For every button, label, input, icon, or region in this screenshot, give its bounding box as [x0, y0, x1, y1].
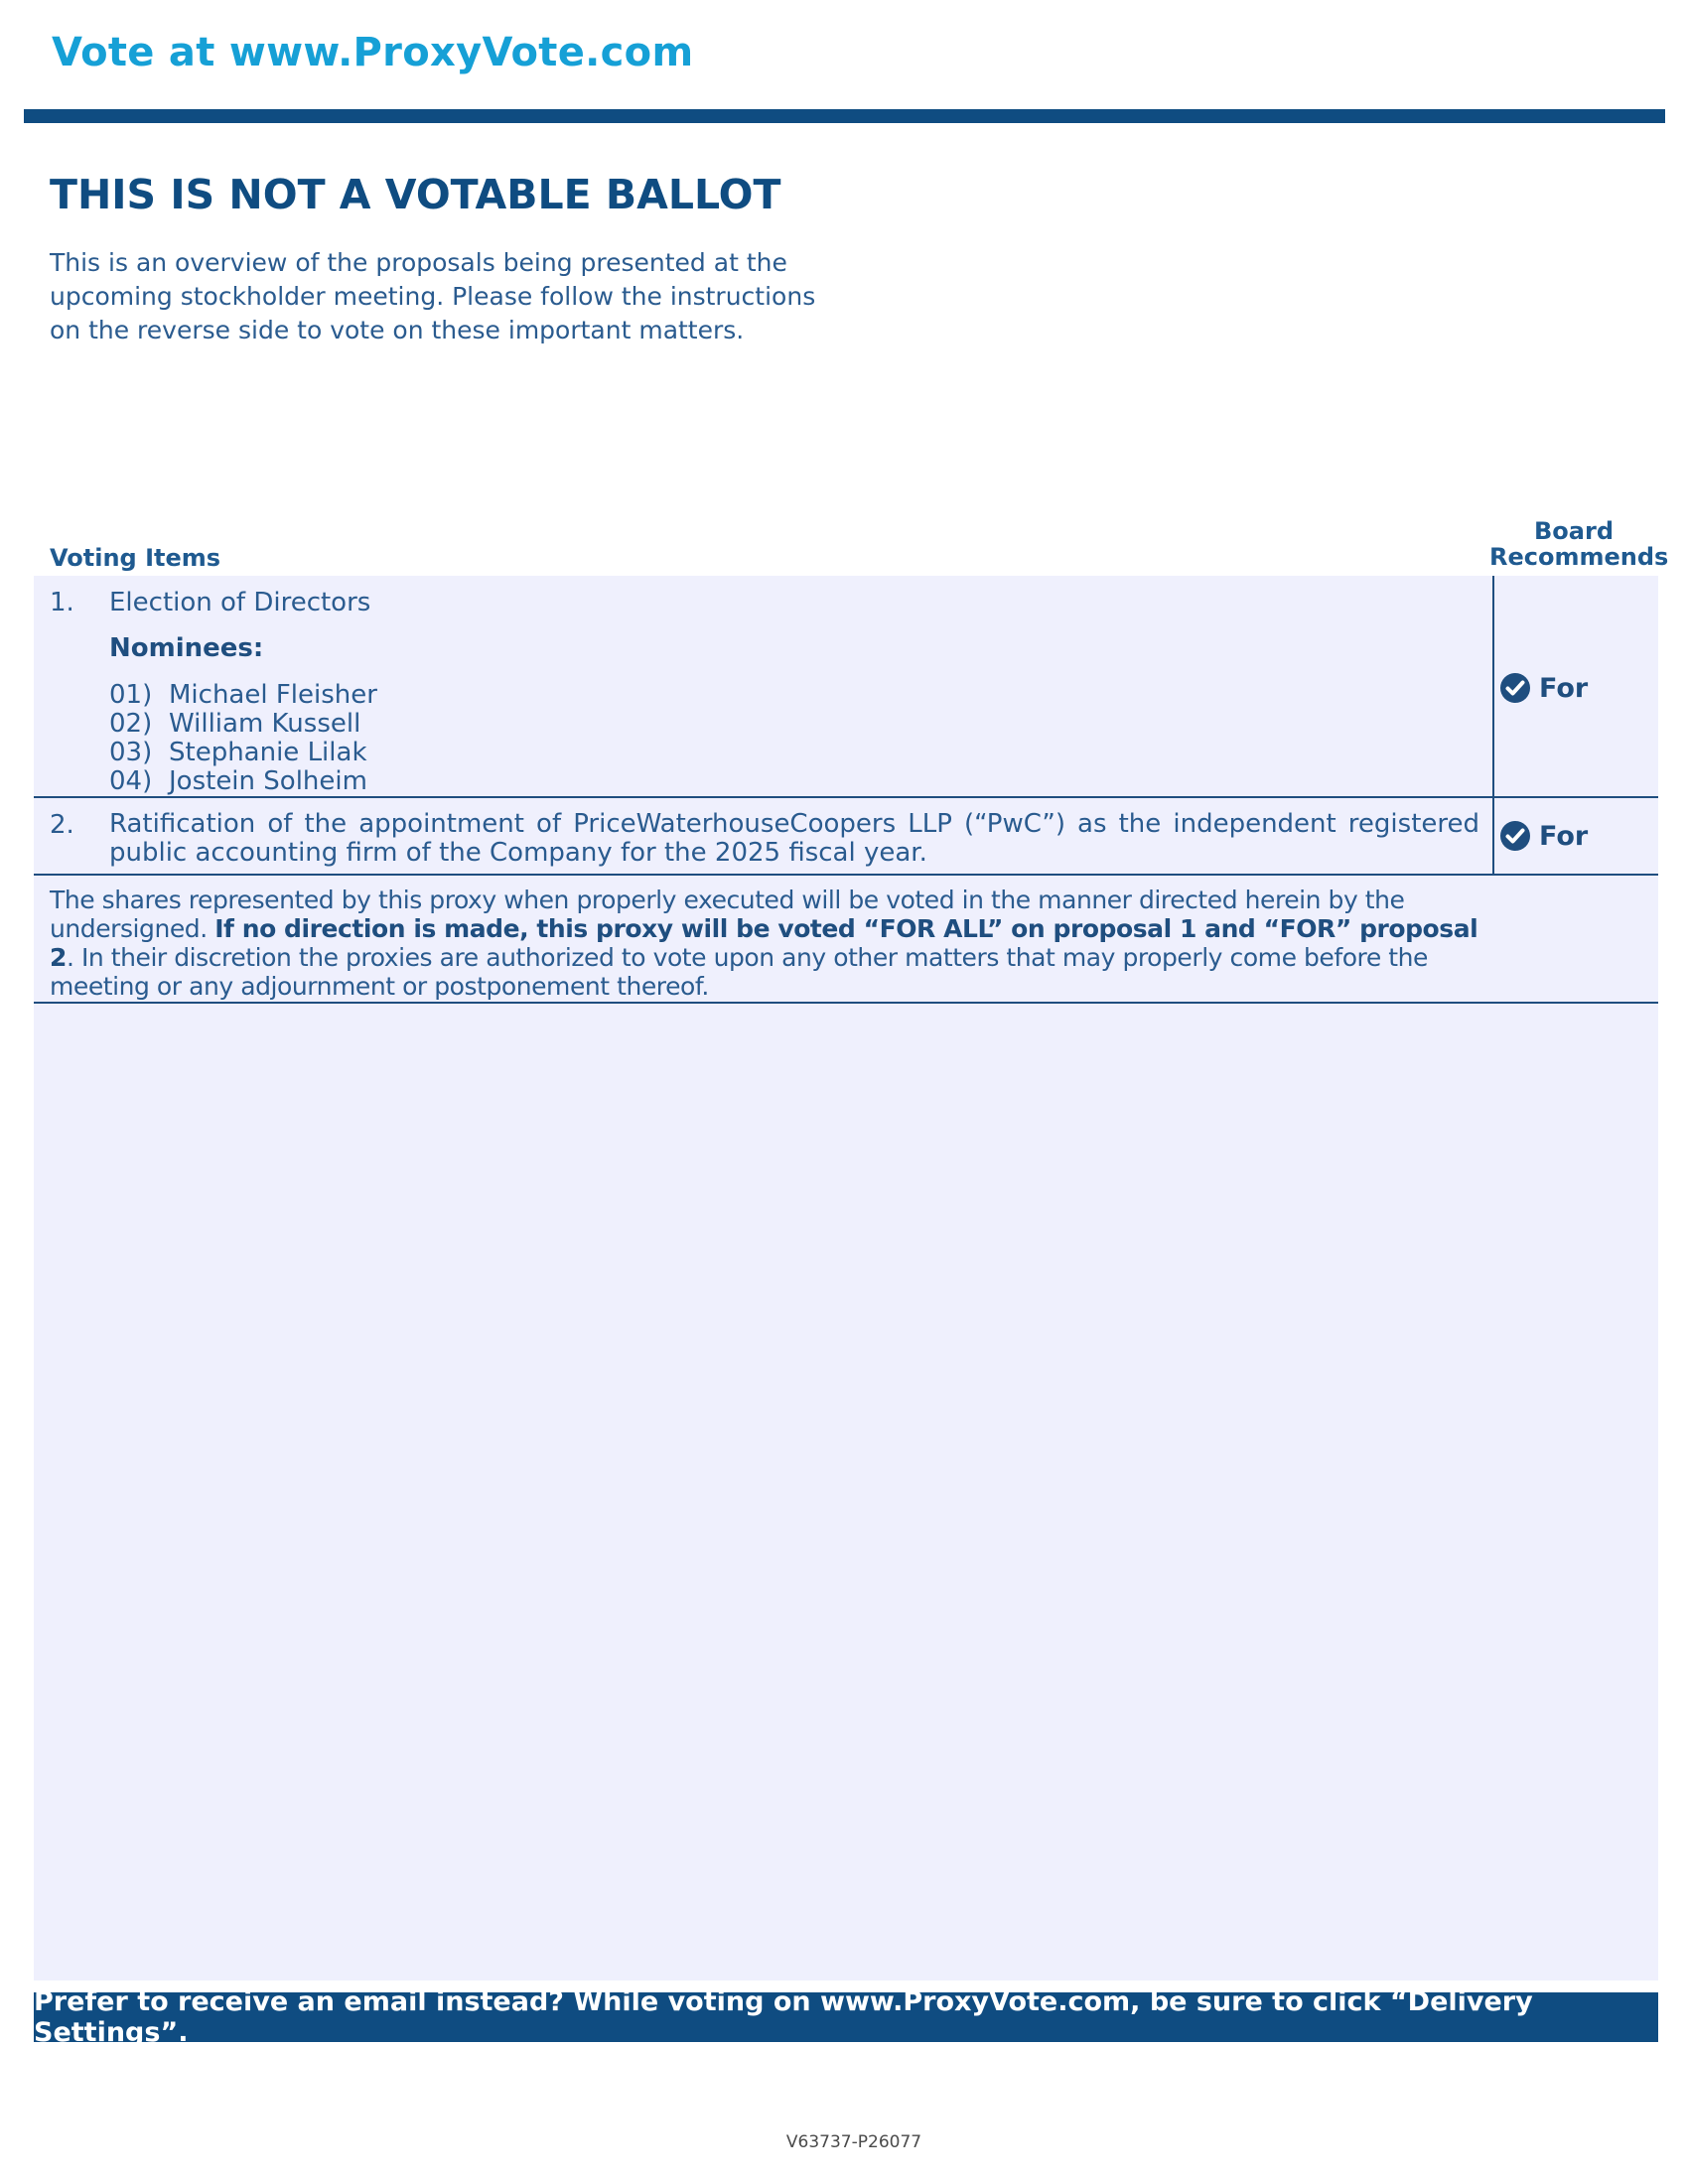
- proxy-disclaimer: [50, 886, 1479, 1001]
- header-rule: [24, 109, 1665, 123]
- nominee-number: 01): [109, 680, 153, 710]
- voting-items-header: Voting Items: [50, 544, 221, 572]
- item-1-title: Election of Directors: [109, 588, 371, 617]
- nominee-name: Michael Fleisher: [169, 680, 377, 710]
- board-header-line1: Board: [1534, 517, 1614, 545]
- section-divider: [34, 1002, 1658, 1004]
- nominee-name: William Kussell: [169, 709, 361, 739]
- page-title: THIS IS NOT A VOTABLE BALLOT: [50, 171, 781, 218]
- intro-text: This is an overview of the proposals being presented at the upcoming stockholder meeting. Please follow the instructions on the reverse side to vote on these important matters.: [50, 248, 816, 344]
- nominee-item: [109, 681, 377, 710]
- item-1-recommendation: [1499, 672, 1588, 704]
- nominee-name: Stephanie Lilak: [169, 738, 367, 767]
- row-divider: [34, 796, 1658, 798]
- disclaimer-text-continued: . In their discretion the proxies are authorized to vote upon any other matters that may properly come before the meeting or any adjournment or postponement thereof.: [50, 943, 1428, 1001]
- nominee-item: [109, 739, 377, 767]
- item-1-number: 1.: [50, 588, 74, 617]
- item-2-recommendation: [1499, 820, 1588, 852]
- disclaimer-bold-text: If no direction is made, this proxy will be voted “FOR ALL” on proposal 1 and “FOR” proposal 2: [50, 914, 1478, 972]
- nominees-label: Nominees:: [109, 633, 264, 663]
- column-divider: [1492, 576, 1494, 876]
- nominee-item: [109, 710, 377, 739]
- board-header-line2: Recommends: [1489, 543, 1669, 571]
- item-2-number: 2.: [50, 810, 74, 840]
- recommendation-label: For: [1539, 820, 1589, 852]
- proxyvote-link[interactable]: Vote at www.ProxyVote.com: [52, 30, 694, 75]
- item-2-title: Ratification of the appointment of PriceWaterhouseCoopers LLP (“PwC”) as the independent registered public accounting firm of the Company for the 2025 fiscal year.: [109, 809, 1479, 868]
- board-recommends-header: [1489, 517, 1669, 571]
- check-circle-icon: [1499, 672, 1531, 704]
- nominee-list: [109, 681, 377, 796]
- email-delivery-banner: [34, 1986, 1658, 2048]
- disclaimer-text: The shares represented by this proxy when properly executed will be voted in the manner directed herein by the undersigned.: [50, 886, 1405, 943]
- nominee-item: [109, 767, 377, 796]
- recommendation-label: For: [1539, 672, 1589, 704]
- nominee-name: Jostein Solheim: [169, 766, 367, 796]
- check-circle-icon: [1499, 820, 1531, 852]
- nominee-number: 03): [109, 738, 153, 767]
- email-delivery-text: Prefer to receive an email instead? While voting on www.ProxyVote.com, be sure to click “Delivery Settings”.: [34, 1986, 1533, 2048]
- job-code: V63737-P26077: [785, 2132, 922, 2152]
- nominee-number: 02): [109, 709, 153, 739]
- row-divider: [34, 874, 1658, 876]
- nominee-number: 04): [109, 766, 153, 796]
